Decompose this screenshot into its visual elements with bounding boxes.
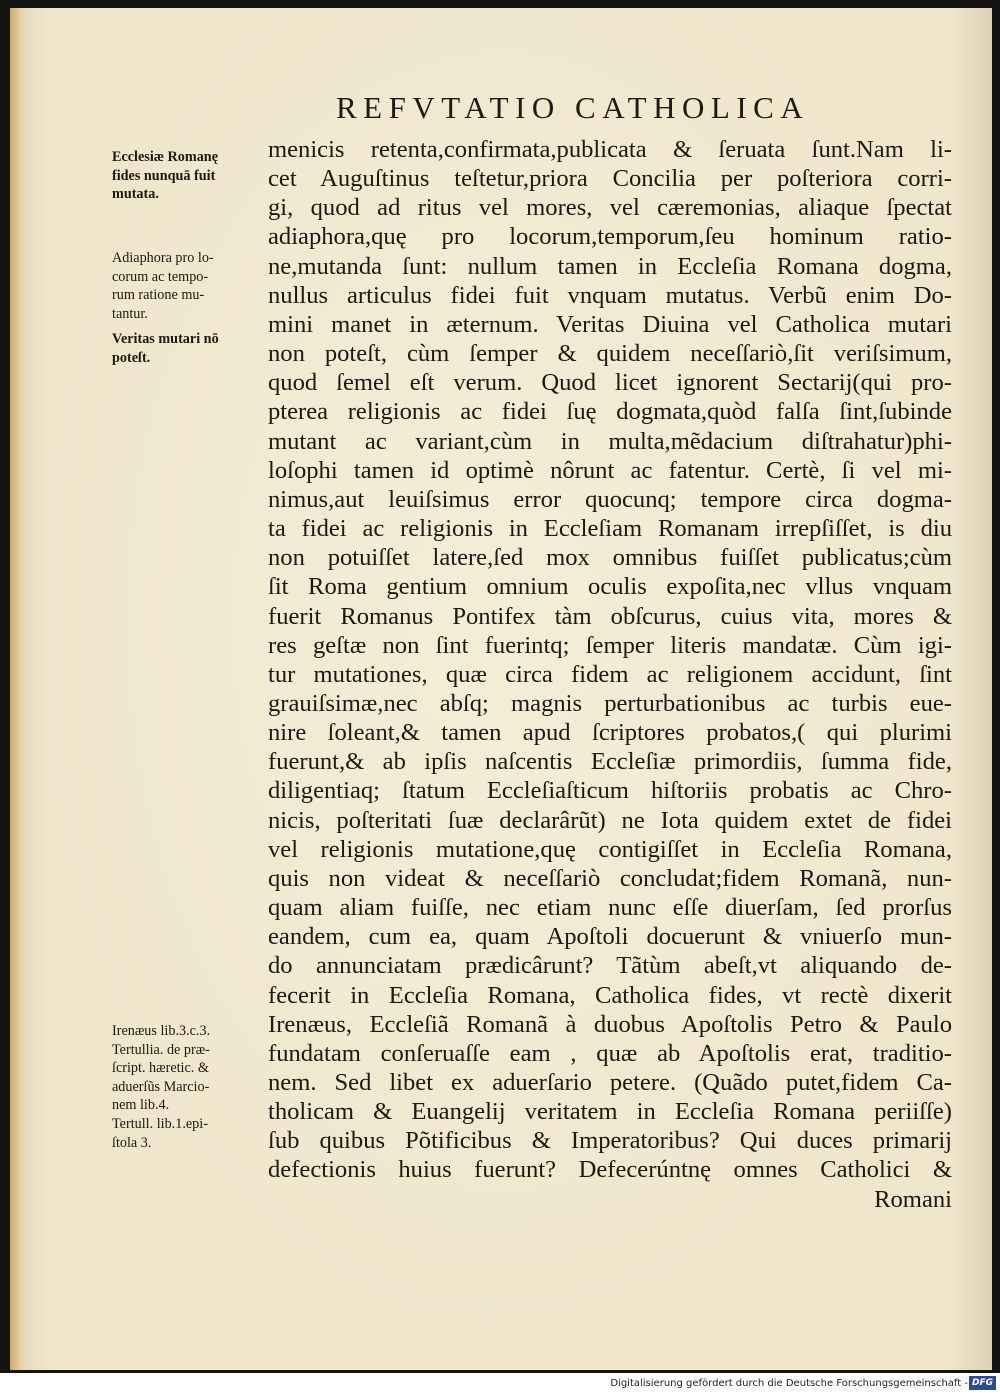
margin-note-line: corum ac tempo- [112, 268, 209, 285]
text-line: defectionis huius fuerunt? Defecerúntnę omnes Catholici & [268, 1156, 952, 1184]
text-line: quam aliam fuiſſe, nec etiam nunc eſſe diuerſam, ſed prorſus [268, 894, 952, 922]
funding-credit: Digitalisierung gefördert durch die Deutsche Forschungsgemeinschaft - [610, 1378, 968, 1389]
margin-note-line: ſtola 3. [112, 1134, 152, 1151]
text-line: fundatam conſeruaſſe eam , quæ ab Apoſtolis erat, traditio- [268, 1039, 952, 1067]
page-gutter-edge [10, 8, 26, 1370]
text-line: nicis, poſteritati ſuæ declarârũt) ne Iota quidem extet de fidei [268, 806, 952, 834]
margin-note-line: rum ratione mu- [112, 287, 205, 304]
margin-note-line: Ecclesiæ Romanę [112, 149, 218, 165]
text-line: vel religionis mutatione,quę contigiſſet in Eccleſia Romana, [268, 835, 952, 863]
text-line: fecerit in Eccleſia Romana, Catholica fides, vt rectè dixerit [268, 981, 952, 1009]
text-line: ta fidei ac religionis in Eccleſiam Romanam irrepſiſſet, is diu [268, 515, 952, 543]
text-line: menicis retenta,confirmata,publicata & ſeruata ſunt.Nam li- [268, 136, 952, 163]
text-line: mini manet in æternum. Veritas Diuina vel Catholica mutari [268, 310, 952, 338]
text-line: non potuiſſet latere,ſed mox omnibus fuiſſet publicatus;cùm [268, 544, 952, 572]
text-line: nimus,aut leuiſsimus error quocunq; tempore circa dogma- [268, 485, 952, 513]
text-line: grauiſsimæ,nec abſq; magnis perturbationibus ac turbis eue- [268, 689, 952, 717]
text-line: quod ſemel eſt verum. Quod licet ignorent Sectarij(qui pro- [268, 369, 952, 397]
margin-note-line: Irenæus lib.3.c.3. [112, 1023, 211, 1039]
text-line: ſit Roma gentium omnium oculis expoſita,nec vllus vnquam [268, 573, 952, 601]
text-line: pterea religionis ac fidei ſuę dogmata,quòd falſa ſint,ſubinde [268, 398, 952, 426]
margin-note-line: aduerſũs Marcio- [112, 1078, 210, 1095]
text-line: adiaphora,quę pro locorum,temporum,ſeu hominum ratio- [268, 223, 952, 251]
margin-note-line: Veritas mutari nō [112, 331, 219, 347]
main-text-block [268, 135, 952, 1214]
text-line: Irenæus, Eccleſiã Romanã à duobus Apoſtolis Petro & Paulo [268, 1010, 952, 1038]
margin-note-line: tantur. [112, 305, 148, 322]
footer-bar [0, 1373, 1000, 1395]
margin-note-veritas [112, 330, 270, 367]
running-head: REFVTATIO CATHOLICA [336, 90, 810, 125]
margin-note-line: Adiaphora pro lo- [112, 250, 214, 266]
text-line: ſub quibus Põtificibus & Imperatoribus? Qui duces primarij [268, 1127, 952, 1155]
text-line: loſophi tamen id optimè nôrunt ac fatentur. Certè, ſi vel mi- [268, 456, 952, 484]
text-line: quis non videat & neceſſariò concludat;fidem Romanã, nun- [268, 864, 952, 892]
margin-note-line: poteſt. [112, 349, 151, 366]
text-line: non poteſt, cùm ſemper & quidem neceſſariò,ſit veriſsimum, [268, 340, 952, 368]
margin-note-line: mutata. [112, 186, 159, 203]
text-line: nem. Sed libet ex aduerſario petere. (Quãdo putet,fidem Ca- [268, 1069, 952, 1096]
text-line: eandem, cum ea, quam Apoſtoli docuerunt & vniuerſo mun- [268, 923, 952, 951]
text-line: tholicam & Euangelij veritatem in Eccleſia Romana periiſſe) [268, 1098, 952, 1126]
text-line: tur mutationes, quæ circa fidem ac religionem accidunt, ſint [268, 660, 952, 688]
margin-note-line: ſcript. hæretic. & [112, 1060, 209, 1077]
margin-note-line: Tertull. lib.1.epi- [112, 1115, 208, 1132]
margin-note-citations [112, 1022, 270, 1152]
margin-note-line: Tertullia. de præ- [112, 1041, 210, 1058]
dfg-logo-icon: DFG [969, 1376, 996, 1390]
text-line: gi, quod ad ritus vel mores, vel cæremonias, aliaque ſpectat [268, 194, 952, 222]
text-line: res geſtæ non ſint fuerintq; ſemper literis mandatæ. Cùm igi- [268, 631, 952, 659]
catchword: Romani [874, 1185, 952, 1213]
text-line: nire ſoleant,& tamen apud ſcriptores probatos,( qui plurimi [268, 719, 952, 747]
margin-note-line: nem lib.4. [112, 1097, 170, 1114]
text-line: do annunciatam prædicârunt? Tãtùm abeſt,vt aliquando de- [268, 952, 952, 980]
text-line: mutant ac variant,cùm in multa,mẽdacium diſtrahatur)phi- [268, 427, 952, 455]
text-line: fuerit Romanus Pontifex tàm obſcurus, cuius vita, mores & [268, 602, 952, 630]
text-line: nullus articulus fidei fuit vnquam mutatus. Verbũ enim Do- [268, 281, 952, 309]
text-line: diligentiaq; ſtatum Eccleſiaſticum hiſtoriis probatis ac Chro- [268, 777, 952, 805]
text-line: fuerunt,& ab ipſis naſcentis Eccleſiæ primordiis, ſumma fide, [268, 748, 952, 776]
text-line: cet Auguſtinus teſtetur,priora Concilia per poſteriora corri- [268, 165, 952, 193]
text-line: ne,mutanda ſunt: nullum tamen in Eccleſia Romana dogma, [268, 252, 952, 280]
margin-note-romana-fides [112, 148, 270, 204]
margin-note-line: fides nunquā fuit [112, 167, 216, 184]
margin-note-adiaphora [112, 249, 270, 323]
